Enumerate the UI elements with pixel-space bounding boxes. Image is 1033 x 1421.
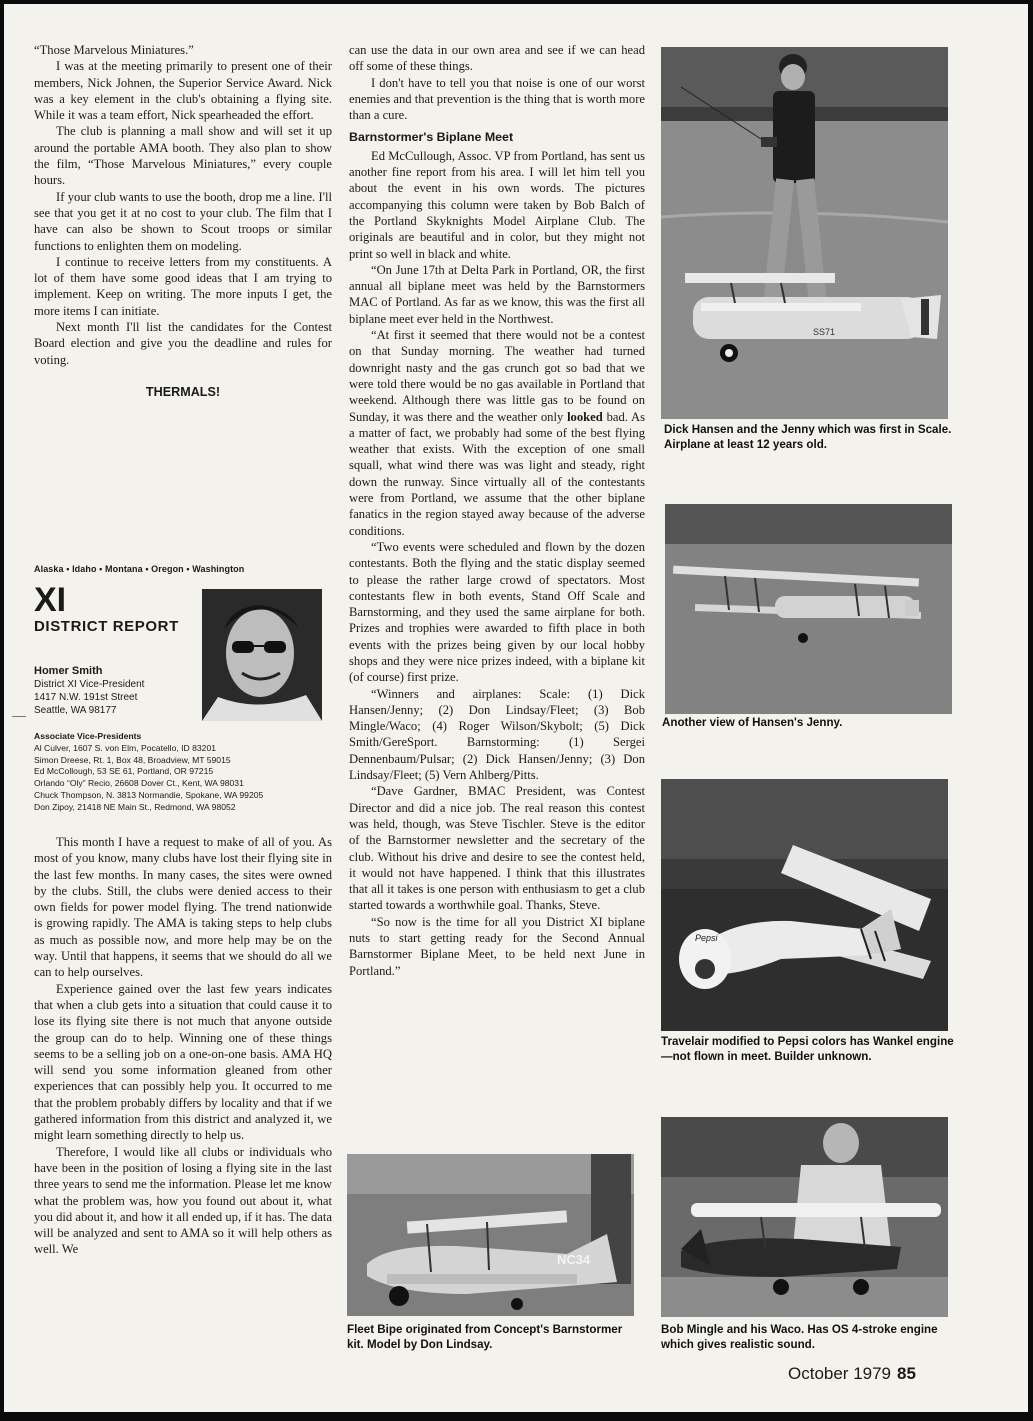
paragraph: I don't have to tell you that noise is one of our worst enemies and that prevention is the thing that is worth more than a cure. [349,75,645,123]
caption-jenny2: Another view of Hansen's Jenny. [662,716,843,729]
paragraph: “Those Marvelous Miniatures.” [34,43,194,57]
plane-registration: SS71 [813,327,836,337]
paragraph: I continue to receive letters from my constituents. A lot of them have some good ideas that I am trying to implement. Keep on writing. The more inputs I get, the more items I can initiate. [34,254,332,318]
paragraph: Next month I'll list the candidates for the Contest Board election and give you the deadline and rules for voting. [34,320,332,367]
paragraph: Ed McCullough, Assoc. VP from Portland, has sent us another fine report from his area. I will let him tell you about the event in his own words. The pictures accompanying this column were taken by Bob Balch of the Portland Skyknights Model Airplane Club. The originals are beautiful and in color, but they might not print so well in black and white. [349,148,645,261]
paragraph: The club is planning a mall show and will set it up around the portable AMA booth. They also plan to show the film, “Those Marvelous Miniatures,” every couple hours. [34,124,332,188]
photo-jenny-side [665,504,952,714]
column-1-bottom [34,834,332,1258]
issue-date: October 1979 [788,1364,892,1383]
caption-fleet: Fleet Bipe originated from Concept's Barnstormer kit. Model by Don Lindsay. [347,1323,623,1351]
portrait-photo [202,589,322,721]
caption-jenny1: Dick Hansen and the Jenny which was first in Scale. Airplane at least 12 years old. [664,423,952,451]
caption-waco: Bob Mingle and his Waco. Has OS 4-stroke engine which gives realistic sound. [661,1323,938,1351]
pepsi-logo: Pepsi [695,933,718,943]
paragraph: Therefore, I would like all clubs or individuals who have been in the position of losing a flying site in the last three years to send me the information. Please let me know what the problem was, how you found out about it, what you did about it, and how it all ended up, if it has. The data will be analyzed and sent to AMA so it will help others as well. We [34,1144,332,1257]
paragraph [349,327,645,539]
district-states: Alaska • Idaho • Montana • Oregon • Washington [34,564,245,574]
page-number: 85 [897,1364,916,1383]
photo-waco [661,1117,948,1317]
paragraph: “Dave Gardner, BMAC President, was Contest Director and did a nice job. The real reason this contest was held, though, was Steve Tischler. Steve is the editor of the Barnstormer newsletter and the secretary of the club. Without his drive and desire to see the contest held, it would not have happened. I think that this illustrates that all it takes is one person with enthusiasm to get a club started towards a worthwhile goal. Thanks, Steve. [349,784,645,913]
photo-jenny-pilot [661,47,948,419]
text-run: bad. As a matter of fact, we probably had some of the best flying weather that exists. With the exception of one small squall, what wind there was was light and steady, right down the runway. Since virtually all of the contestants were from Portland, we assume that the other biplane fanatics in the region stayed away because of the adverse conditions. [349,409,645,538]
photo-fleet [347,1154,634,1316]
paragraph: “So now is the time for all you District XI biplane nuts to start getting ready for the Second Annual Barnstormer Biplane Meet, to be held next June in Portland.” [349,914,645,978]
caption-travelair: Travelair modified to Pepsi colors has Wankel engine—not flown in meet. Builder unknown. [661,1035,954,1063]
assoc-line: Simon Dreese, Rt. 1, Box 48, Broadview, MT 59015 [34,754,231,765]
paragraph: Experience gained over the last few years indicates that when a club gets into a situation that could cause it to lose its flying site there is not much that anyone outside the group can do to help. Winning one of these things seems to be a selling job on a one-on-one basis. AMA HQ will send you some information gleaned from other experiences that can possibly help you. It occurred to me that the problem probably differs by locality and that if we gathered information from this district and analyzed it, we might learn something directly to help us. [34,981,332,1143]
paragraph: I was at the meeting primarily to present one of their members, Nick Johnen, the Superior Service Award. Nick was a key element in the club's obtaining a flying site. While it was a team effort, Nick spearheaded the effort. [34,59,332,123]
vp-name: Homer Smith [34,665,103,677]
paragraph: This month I have a request to make of all of you. As most of you know, many clubs have lost their flying site in the last few months. In many cases, the sites were owned by the clubs. Still, the clubs were denied access to their own fields for power model flying. The trend nationwide is growing rapidly. The AMA is taking steps to help clubs as much as possible now, and more help may be on the way. Until that happens, it seems that we should do all we can to help ourselves. [34,835,332,980]
paragraph: can use the data in our own area and see if we can head off some of these things. [349,43,645,74]
assoc-line: Don Zipoy, 21418 NE Main St., Redmond, WA 98052 [34,801,236,812]
assoc-heading: Associate Vice-Presidents [34,731,142,741]
paragraph: “On June 17th at Delta Park in Portland, OR, the first annual all biplane meet was held by the Barnstormers MAC of Portland. As far as we know, this was the first all biplane meet ever held in the Northwest. [349,262,645,326]
page-footer [788,1364,916,1384]
magazine-page [4,4,1028,1412]
paragraph: “Two events were scheduled and flown by the dozen contestants. Both the flying and the static display seemed to please the rather large crowd of spectators. Most contestants flew in both events, Stand Off Scale and Barnstorming, and they used the same airplane for both. Prizes and trophies were awarded to fifth place in both events with the prizes being given by our local hobby shops and they were nice prizes indeed, with a biplane kit (of course) first prize. [349,539,645,685]
photo-travelair [661,779,948,1031]
district-title: DISTRICT REPORT [34,618,179,635]
vp-line: 1417 N.W. 191st Street [34,692,138,703]
emphasis: looked [567,409,603,424]
column-2 [349,42,645,979]
assoc-line: Orlando “Oly” Recio, 26608 Dover Ct., Kent, WA 98031 [34,778,244,789]
assoc-line: Ed McCollough, 53 SE 61, Portland, OR 97215 [34,766,214,777]
vp-line: District XI Vice-President [34,679,145,690]
section-heading: Barnstormer's Biplane Meet [349,130,514,145]
assoc-line: Al Culver, 1607 S. von Elm, Pocatello, ID 83201 [34,742,216,753]
fold-mark [12,716,26,717]
assoc-line: Chuck Thompson, N. 3813 Normandie, Spokane, WA 99205 [34,789,264,800]
district-number: XI [34,581,67,619]
paragraph: If your club wants to use the booth, drop me a line. I'll see that you get it at no cost to your club. The film that I have can also be shown to Scout troops or similar functions to enlighten them on modeling. [34,189,332,253]
column-1-top [34,42,332,400]
sign-off: THERMALS! [145,384,221,399]
associate-vps [34,731,334,814]
paragraph: “Winners and airplanes: Scale: (1) Dick Hansen/Jenny; (2) Don Lindsay/Fleet; (3) Bob Mingle/Waco; (4) Roger Wilson/Skybolt; (5) Dick Smith/GereSport. Barnstorming: (1) Sergei Dennenbaum/Pulsar; (2) Dick Hansen/Jenny; (3) Don Lindsay/Fleet; (5) Vern Ahlberg/Pitts. [349,686,645,783]
plane-registration: NC34 [557,1252,591,1267]
text-run: “At first it seemed that there would not be a contest on that Sunday morning. The weather had turned downright nasty and the gas crunch got so bad that we were told there would be no gas available in Portland that weekend. Although there was little gas to be found on Sunday, it was there and the weather only [349,328,645,424]
vp-line: Seattle, WA 98177 [34,705,117,716]
